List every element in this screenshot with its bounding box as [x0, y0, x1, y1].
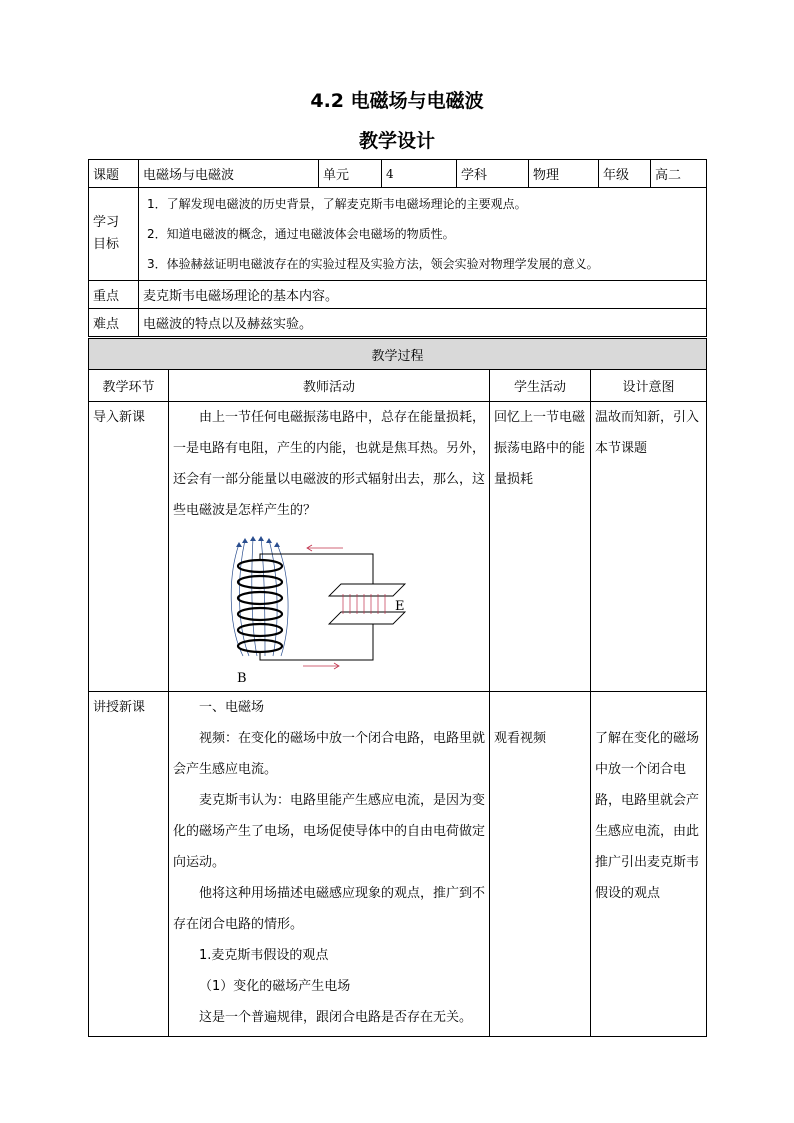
document-subtitle: 教学设计: [358, 130, 435, 152]
label-b: B: [237, 671, 247, 686]
grade-label: 年级: [599, 160, 651, 188]
process-title: 教学过程: [89, 339, 707, 370]
subject-label: 学科: [457, 160, 529, 188]
unit-label: 单元: [319, 160, 382, 188]
course-value: 电磁场与电磁波: [139, 160, 319, 188]
lecture-subheading: 1.麦克斯韦假设的观点: [199, 948, 329, 963]
goals-label: [89, 188, 139, 281]
goal-3: 3．体验赫兹证明电磁波存在的实验过程及实验方法，领会实验对物理学发展的意义。: [147, 257, 599, 271]
lecture-video-text: 视频：在变化的磁场中放一个闭合电路，电路里就会产生感应电流。: [173, 731, 486, 777]
field-arrowheads: [236, 536, 280, 547]
header-stage: 教学环节: [89, 370, 169, 402]
header-student: 学生活动: [490, 370, 591, 402]
intro-teacher-cell: [169, 402, 490, 692]
current-arrows: [303, 545, 343, 669]
lecture-point-1: （1）变化的磁场产生电场: [199, 979, 351, 994]
lecture-heading: 一、电磁场: [199, 700, 265, 715]
subject-value: 物理: [529, 160, 599, 188]
lecture-maxwell-text: 麦克斯韦认为：电路里能产生感应电流，是因为变化的磁场产生了电场，电场促使导体中的自由电荷做定向运动。: [173, 793, 486, 870]
goal-2: 2．知道电磁波的概念，通过电磁波体会电磁场的物质性。: [147, 227, 455, 241]
intro-student: 回忆上一节电磁振荡电路中的能量损耗: [490, 402, 591, 692]
document-title: 4.2 电磁场与电磁波: [310, 90, 484, 112]
header-intent: 设计意图: [591, 370, 707, 402]
header-teacher: 教师活动: [169, 370, 490, 402]
unit-value: 4: [382, 160, 457, 188]
lc-circuit-figure: [223, 536, 423, 686]
intro-stage: 导入新课: [89, 402, 169, 692]
capacitor: [329, 584, 405, 624]
lecture-intent: [591, 692, 707, 1037]
grade-value: 高二: [651, 160, 707, 188]
intro-intent: 温故而知新，引入本节课题: [591, 402, 707, 692]
lecture-extend-text: 他将这种用场描述电磁感应现象的观点，推广到不存在闭合电路的情形。: [173, 886, 486, 932]
lecture-student: [490, 692, 591, 1037]
lecture-stage: 讲授新课: [89, 692, 169, 1037]
label-e: E: [395, 599, 405, 614]
lecture-student-text: 观看视频: [494, 731, 547, 746]
goal-1: 1．了解发现电磁波的历史背景，了解麦克斯韦电磁场理论的主要观点。: [147, 197, 527, 211]
lecture-teacher-cell: [169, 692, 490, 1037]
course-label: 课题: [89, 160, 139, 188]
key-value: 麦克斯韦电磁场理论的基本内容。: [139, 281, 707, 309]
goals-cell: [139, 188, 707, 281]
lecture-rule-text: 这是一个普遍规律，跟闭合电路是否存在无关。: [199, 1010, 473, 1025]
goals-label-text: 学习目标: [93, 215, 120, 252]
intro-teacher-text: 由上一节任何电磁振荡电路中，总存在能量损耗，一是电路有电阻，产生的内能，也就是焦耳热。另外，还会有一部分能量以电磁波的形式辐射出去，那么，这些电磁波是怎样产生的？: [173, 410, 486, 518]
lecture-intent-text: 了解在变化的磁场中放一个闭合电路，电路里就会产生感应电流，由此推广引出麦克斯韦假设的观点: [595, 731, 700, 901]
difficult-value: 电磁波的特点以及赫兹实验。: [139, 309, 707, 337]
difficult-label: 难点: [89, 309, 139, 337]
info-table: [88, 159, 707, 337]
process-table: [88, 338, 707, 1037]
key-label: 重点: [89, 281, 139, 309]
